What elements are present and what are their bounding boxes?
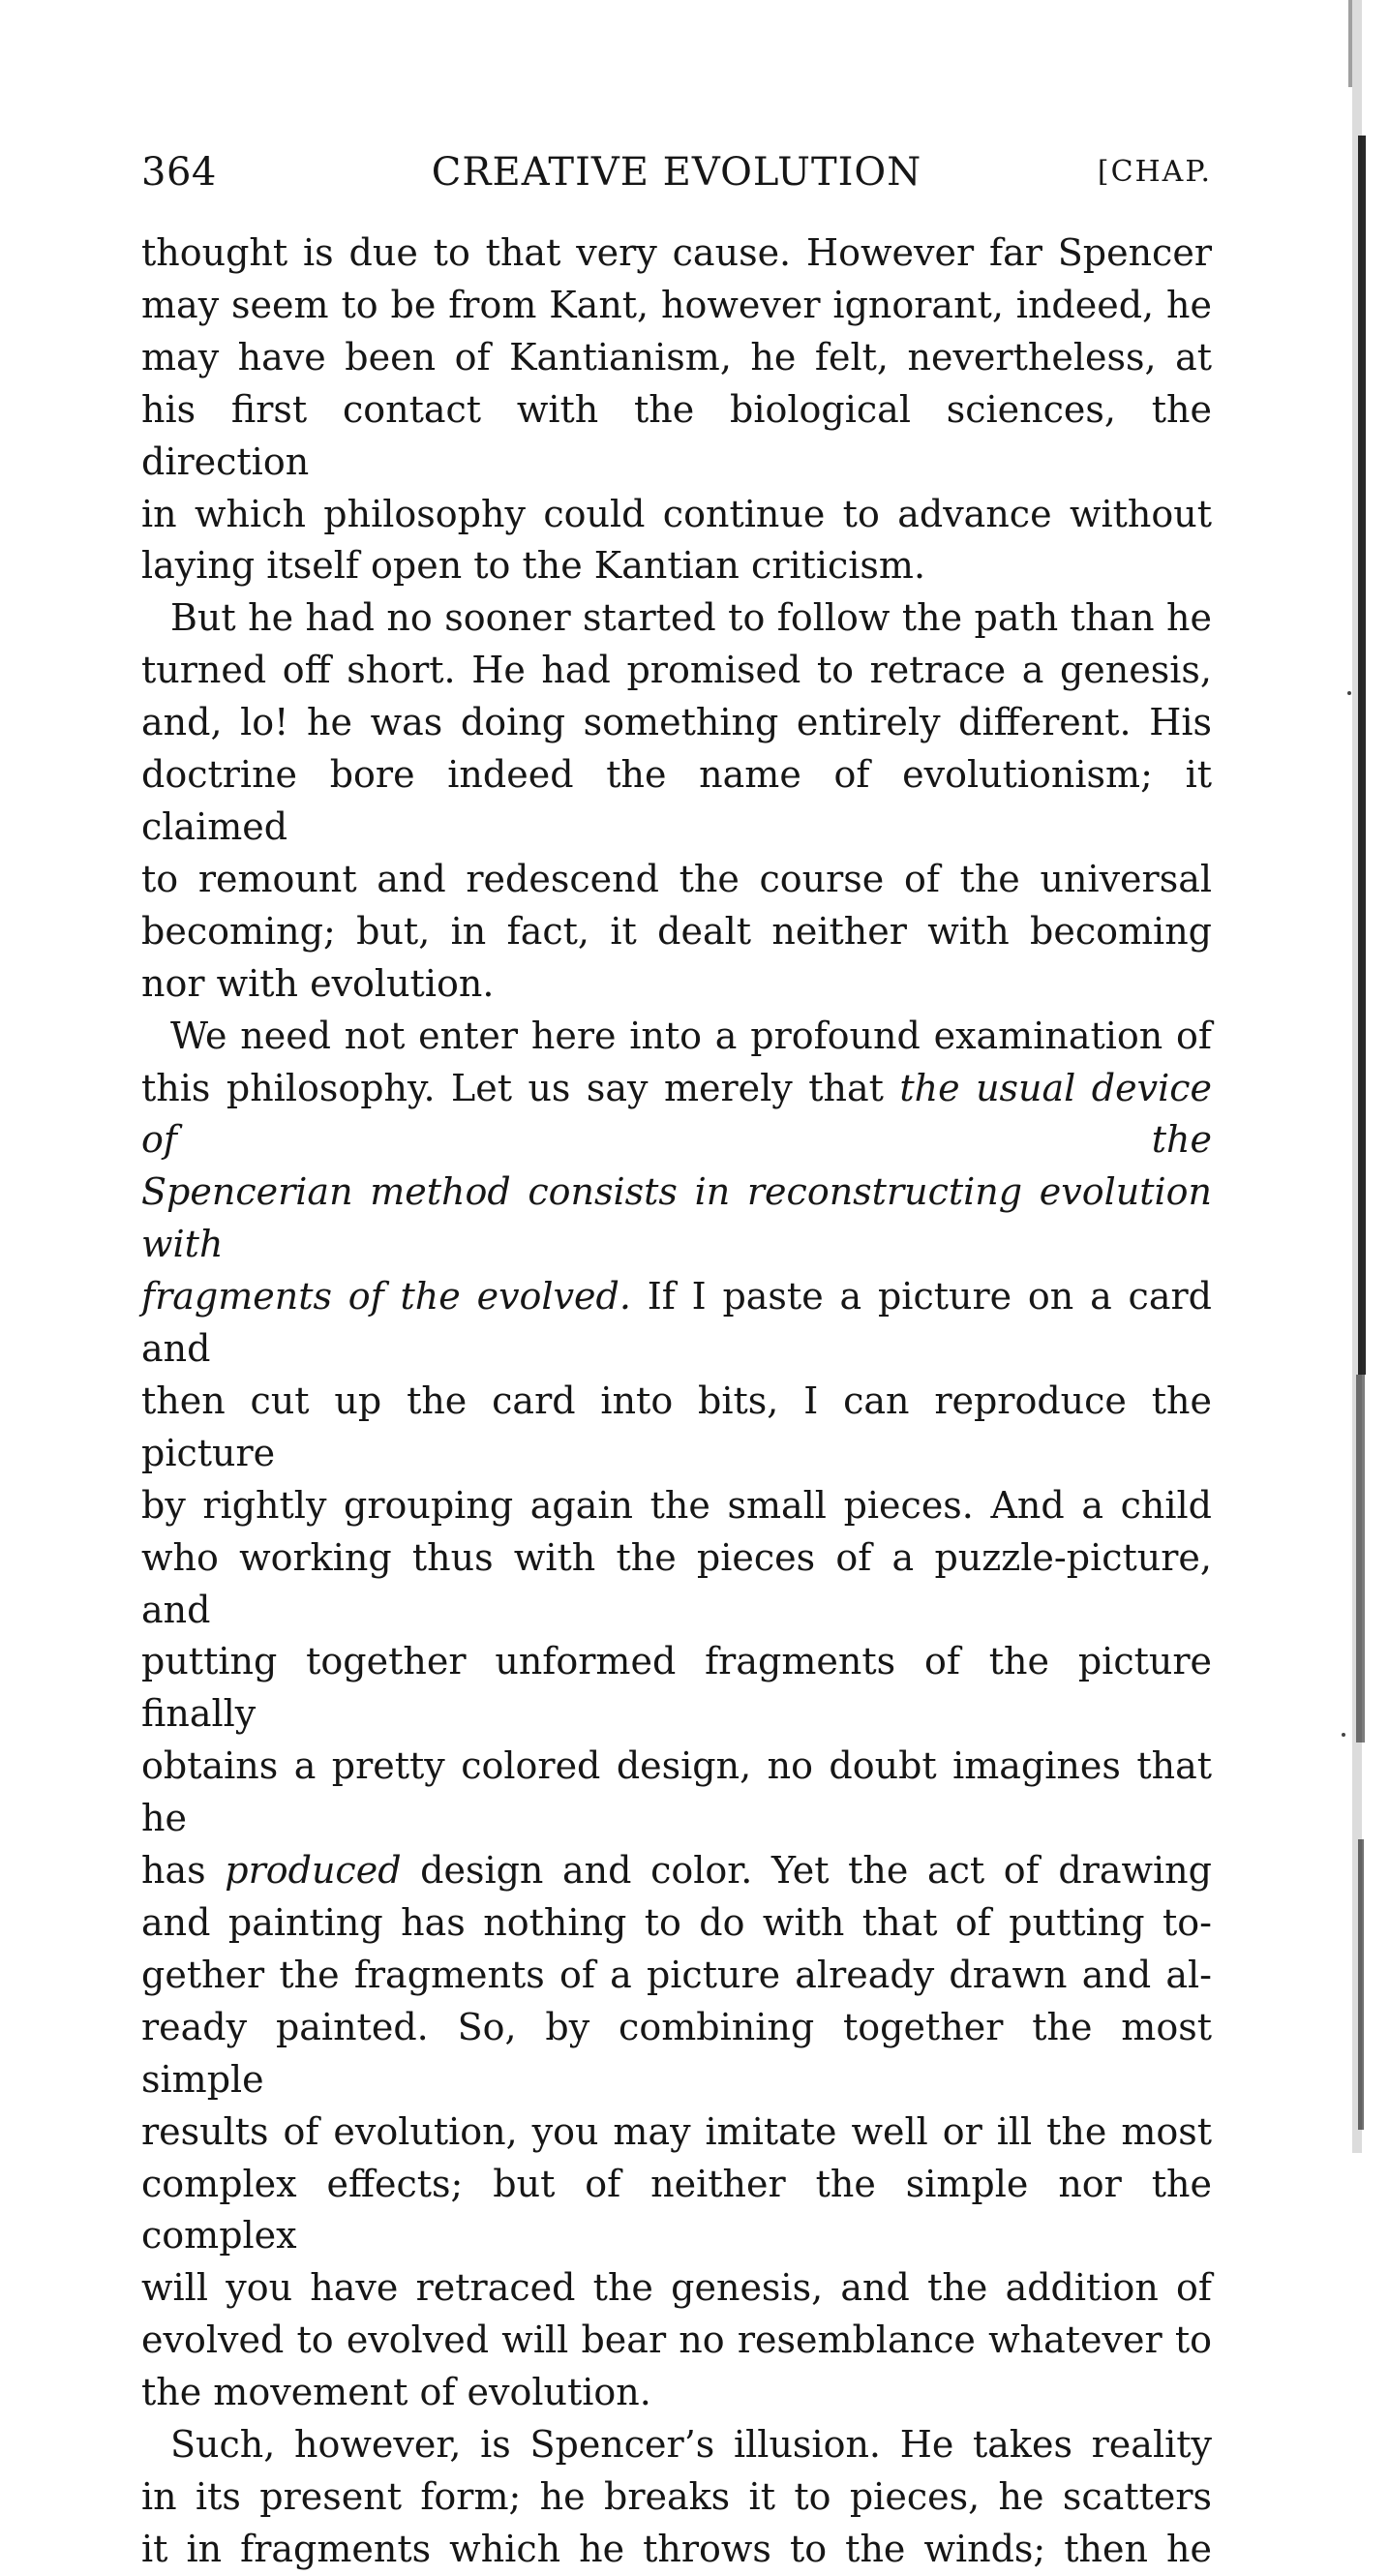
text-line: who working thus with the pieces of a puzzle-picture, and (141, 1535, 1212, 1631)
text-line: in its present form; he breaks it to pieces, he scatters (141, 2474, 1212, 2518)
italic-run: produced (225, 1849, 402, 1893)
text-line: and painting has nothing to do with that of putting to- (141, 1901, 1212, 1944)
text-line: in which philosophy could continue to advance without (141, 492, 1212, 535)
text-line: evolved to evolved will bear no resemblance whatever to (141, 2318, 1212, 2362)
page-number: 364 (141, 150, 217, 195)
text-line: the movement of evolution. (141, 2371, 651, 2414)
text-line: results of evolution, you may imitate well or ill the most (141, 2109, 1212, 2153)
paragraph-2 (141, 592, 1212, 1010)
text-line: to remount and redescend the course of the universal (141, 857, 1212, 900)
italic-run: the usual device of the (141, 1066, 1212, 1162)
text-line: may seem to be from Kant, however ignorant, indeed, he (141, 283, 1212, 326)
text-line: complex effects; but of neither the simple nor the complex (141, 2162, 1212, 2258)
text-line: laying itself open to the Kantian criticism. (141, 544, 926, 588)
scan-speck (1347, 691, 1351, 695)
text-run: has (141, 1849, 226, 1893)
text-line (141, 1167, 1212, 1271)
paragraph-4 (141, 2419, 1212, 2576)
scan-speck (1342, 1733, 1345, 1737)
text-line: then cut up the card into bits, I can reproduce the picture (141, 1379, 1212, 1474)
body-text (141, 227, 1212, 2576)
text-line: will you have retraced the genesis, and the addition of (141, 2266, 1212, 2310)
text-run: If I paste a picture on a card and (141, 1275, 1212, 1371)
text-line: it in fragments which he throws to the winds; then he (141, 2527, 1212, 2570)
text-line (141, 1271, 1212, 1376)
text-line (141, 1845, 1212, 1897)
text-line: We need not enter here into a profound examination of (170, 1014, 1212, 1057)
text-line: obtains a pretty colored design, no doubt imagines that he (141, 1744, 1212, 1840)
running-header (141, 143, 1212, 201)
text-line: Such, however, is Spencer’s illusion. He takes reality (170, 2423, 1212, 2467)
text-line: his first contact with the biological sciences, the direction (141, 387, 1212, 483)
running-title: CREATIVE EVOLUTION (431, 150, 922, 195)
text-line: becoming; but, in fact, it dealt neither with becoming (141, 909, 1212, 953)
text-line: putting together unformed fragments of the picture finally (141, 1640, 1212, 1736)
text-line: by rightly grouping again the small pieces. And a child (141, 1483, 1212, 1527)
text-line: thought is due to that very cause. However far Spencer (141, 231, 1212, 274)
text-line: But he had no sooner started to follow the path than he (170, 596, 1212, 640)
text-line: turned off short. He had promised to retrace a genesis, (141, 649, 1212, 692)
text-line: nor with evolution. (141, 961, 495, 1005)
text-line: and, lo! he was doing something entirely different. His (141, 701, 1212, 744)
paragraph-3 (141, 1011, 1212, 2419)
text-line: ready painted. So, by combining together the most simple (141, 2005, 1212, 2101)
italic-run: Spencerian method consists in reconstructing evolution with (141, 1170, 1212, 1266)
text-line: doctrine bore indeed the name of evolutionism; it claimed (141, 753, 1212, 848)
binding-shadow (1321, 0, 1389, 2153)
text-run: this philosophy. Let us say merely that (141, 1066, 900, 1109)
chapter-mark: [CHAP. (1097, 155, 1212, 189)
text-line (141, 1063, 1212, 1167)
text-run: design and color. Yet the act of drawing (401, 1849, 1212, 1893)
text-line: may have been of Kantianism, he felt, nevertheless, at (141, 335, 1212, 379)
paragraph-1 (141, 227, 1212, 592)
text-line: gether the fragments of a picture already drawn and al- (141, 1953, 1212, 1996)
italic-run: fragments of the evolved. (141, 1275, 631, 1318)
